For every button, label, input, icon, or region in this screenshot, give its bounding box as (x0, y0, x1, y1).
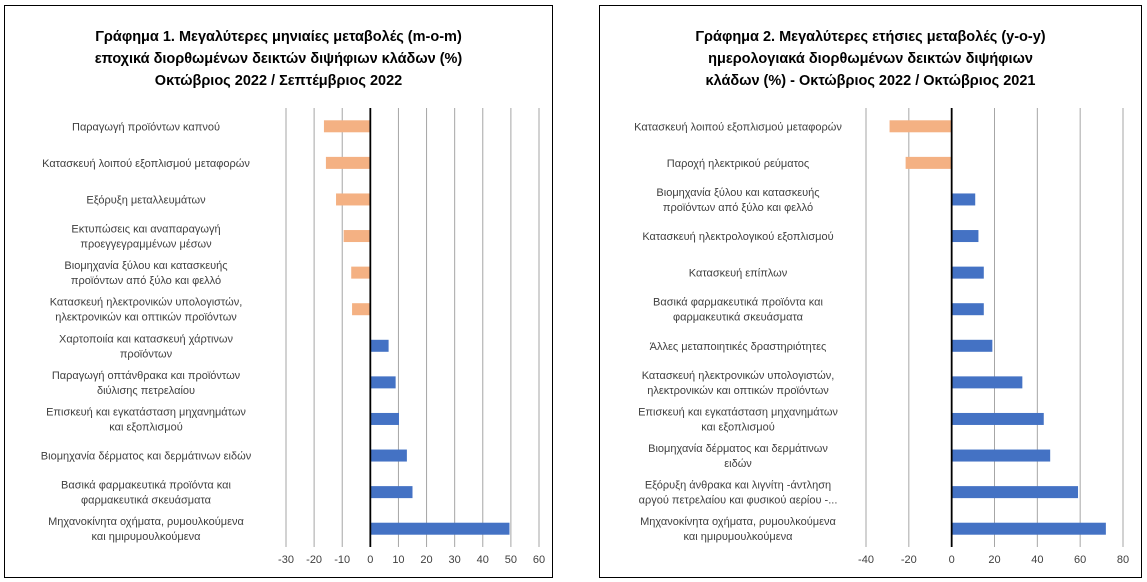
category-label: φαρμακευτικά σκευάσματα (80, 494, 212, 507)
bar (906, 157, 952, 169)
category-label: και ημιρυμουλκούμενα (91, 531, 201, 544)
category-label: Άλλες μεταποιητικές δραστηριότητες (649, 340, 827, 353)
category-label: Κατασκευή ηλεκτρονικών υπολογιστών, (49, 296, 243, 309)
bar (352, 303, 370, 315)
category-label: και εξοπλισμού (109, 421, 183, 434)
category-label: διύλισης πετρελαίου (96, 384, 196, 397)
bar (952, 450, 1051, 462)
x-tick-label: -40 (858, 554, 874, 566)
category-label: και εξοπλισμού (701, 421, 775, 434)
bar (370, 413, 399, 425)
chart-title-1-line-1: Γράφημα 1. Μεγαλύτερες μηνιαίες μεταβολές (m-o-m) (95, 29, 462, 45)
category-label: Εξόρυξη άνθρακα και λιγνίτη -άντληση (644, 479, 832, 492)
x-tick-label: -10 (334, 554, 351, 566)
bar (952, 376, 1023, 388)
category-label: Επισκευή και εγκατάσταση μηχανημάτων (46, 406, 246, 419)
x-tick-label: 50 (504, 554, 518, 566)
category-label: προϊόντων από ξύλο και φελλό (70, 275, 222, 288)
bar-chart-2 (600, 6, 1143, 579)
category-label: φαρμακευτικά σκευάσματα (672, 311, 804, 324)
x-tick-label: 0 (367, 554, 374, 566)
category-label: Κατασκευή ηλεκτρονικών υπολογιστών, (641, 369, 835, 382)
x-tick-label: 10 (392, 554, 405, 566)
chart-panel-1 (4, 5, 553, 578)
chart-title-2-line-2: ημερολογιακά διορθωμένων δεικτών διψήφιων (708, 51, 1033, 67)
bar (344, 230, 371, 242)
bar (324, 120, 370, 132)
category-label: Βιομηχανία δέρματος και δερμάτινων (648, 443, 828, 456)
x-tick-label: -20 (306, 554, 323, 566)
x-tick-label: 20 (988, 554, 1001, 566)
category-label: Κατασκευή λοιπού εξοπλισμού μεταφορών (42, 157, 250, 170)
category-label: Κατασκευή επίπλων (688, 267, 788, 280)
bar (370, 523, 509, 535)
category-label: προϊόντων (119, 348, 173, 361)
category-label: και ημιρυμουλκούμενα (683, 531, 793, 544)
bar (952, 523, 1106, 535)
category-label: Εξόρυξη μεταλλευμάτων (86, 194, 206, 207)
category-label: ηλεκτρονικών και οπτικών προϊόντων (647, 384, 829, 397)
category-label: Κατασκευή ηλεκτρολογικού εξοπλισμού (642, 231, 834, 244)
category-label: Βιομηχανία ξύλου και κατασκευής (64, 260, 228, 273)
category-label: Επισκευή και εγκατάσταση μηχανημάτων (638, 406, 838, 419)
category-label: ειδών (724, 458, 752, 471)
category-label: Βιομηχανία δέρματος και δερμάτινων ειδών (40, 450, 252, 463)
x-tick-label: 20 (420, 554, 433, 566)
category-label: Παραγωγή προϊόντων καπνού (72, 121, 220, 134)
bar (952, 303, 984, 315)
bar (890, 120, 952, 132)
x-tick-label: 60 (1074, 554, 1087, 566)
category-label: Βασικά φαρμακευτικά προϊόντα και (61, 479, 231, 492)
category-label: Κατασκευή λοιπού εξοπλισμού μεταφορών (634, 121, 842, 134)
category-label: προεγγεγραμμένων μέσων (80, 238, 212, 251)
bar (370, 450, 407, 462)
category-label: Μηχανοκίνητα οχήματα, ρυμουλκούμενα (640, 516, 836, 529)
bar (351, 267, 370, 279)
bar-chart-1 (5, 6, 554, 579)
x-tick-label: 80 (1116, 554, 1130, 566)
bar (952, 193, 976, 205)
chart-title-2-line-3: κλάδων (%) - Οκτώβριος 2022 / Οκτώβριος 2021 (705, 73, 1036, 89)
bar (370, 376, 395, 388)
category-label: Παραγωγή οπτάνθρακα και προϊόντων (51, 369, 241, 382)
category-label: Παροχή ηλεκτρικού ρεύματος (666, 157, 810, 170)
x-tick-label: 30 (448, 554, 461, 566)
bar (952, 340, 993, 352)
bar (952, 230, 979, 242)
bar (326, 157, 370, 169)
x-tick-label: 0 (948, 554, 955, 566)
x-tick-label: -20 (900, 554, 917, 566)
bar (952, 267, 984, 279)
category-label: Εκτυπώσεις και αναπαραγωγή (71, 223, 221, 236)
x-tick-label: 40 (476, 554, 489, 566)
chart-panel-2 (599, 5, 1142, 578)
x-tick-label: -30 (278, 554, 294, 566)
chart-title-2-line-1: Γράφημα 2. Μεγαλύτερες ετήσιες μεταβολές (y-o-y) (695, 29, 1046, 45)
category-label: αργού πετρελαίου και φυσικού αερίου -... (638, 494, 838, 507)
category-label: Βιομηχανία ξύλου και κατασκευής (656, 186, 820, 199)
category-label: προϊόντων από ξύλο και φελλό (662, 201, 814, 214)
category-label: Βασικά φαρμακευτικά προϊόντα και (653, 296, 823, 309)
category-label: ηλεκτρονικών και οπτικών προϊόντων (55, 311, 237, 324)
x-tick-label: 60 (532, 554, 546, 566)
bar (952, 486, 1078, 498)
bar (336, 193, 370, 205)
bar (952, 413, 1044, 425)
category-label: Χαρτοποιία και κατασκευή χάρτινων (58, 333, 234, 346)
chart-title-1-line-2: εποχικά διορθωμένων δεικτών διψήφιων κλάδων (%) (94, 51, 463, 67)
x-tick-label: 40 (1031, 554, 1044, 566)
bar (370, 340, 388, 352)
bar (370, 486, 412, 498)
chart-title-1-line-3: Οκτώβριος 2022 / Σεπτέμβριος 2022 (154, 73, 403, 89)
category-label: Μηχανοκίνητα οχήματα, ρυμουλκούμενα (48, 516, 244, 529)
